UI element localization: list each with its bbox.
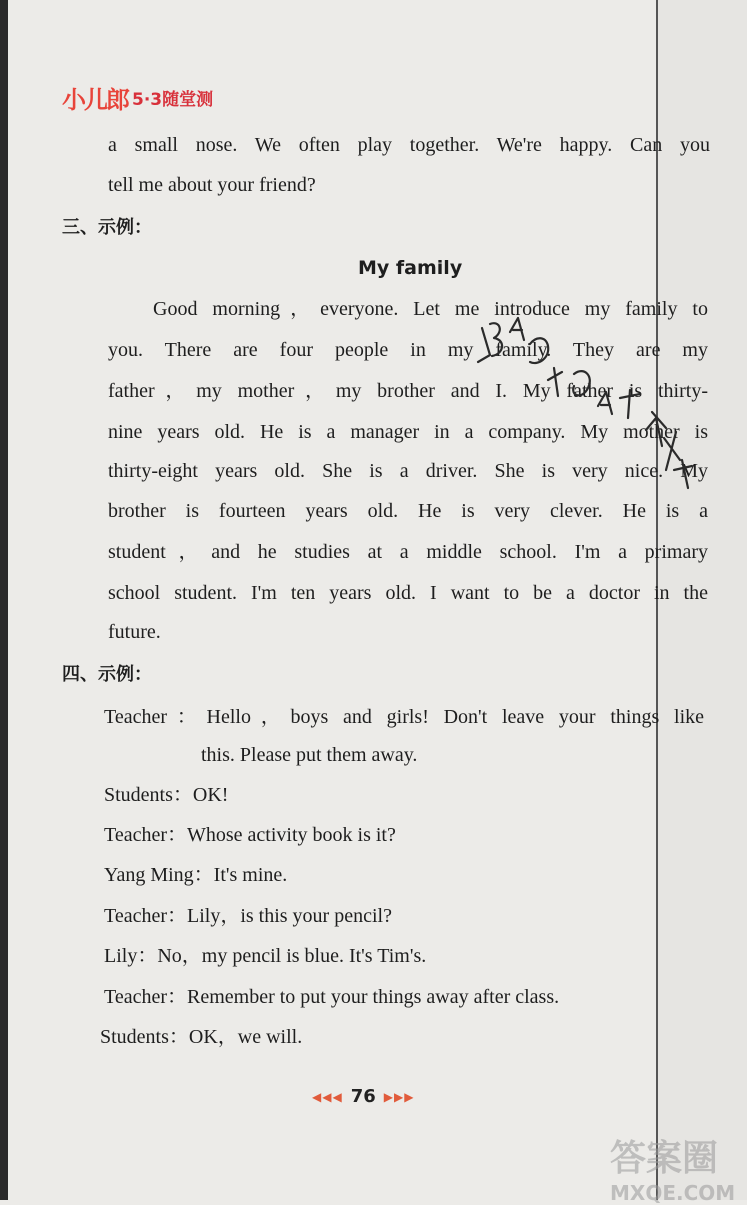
watermark-main: 答案圈 (610, 1138, 719, 1179)
section-3-heading: 三、示例： (62, 217, 152, 238)
essay-line-2: you. There are four people in my family. They are my (108, 339, 708, 361)
essay-line-9: future. (108, 621, 161, 643)
logo-series: 5·3随堂测 (132, 90, 214, 110)
dialogue-line-8: Teacher：Remember to put your things away after class. (104, 986, 560, 1008)
watermark-url: MXQE.COM (610, 1181, 736, 1205)
section-4-heading: 四、示例： (62, 664, 152, 685)
dialogue-line-9: Students：OK，we will. (100, 1026, 303, 1048)
essay-line-8: school student. I'm ten years old. I want to be a doctor in the (108, 582, 708, 604)
essay-line-7: student，and he studies at a middle school. I'm a primary (108, 541, 708, 563)
essay-line-5: thirty-eight years old. She is a driver. She is very nice. My (108, 460, 708, 482)
essay-title: My family (358, 257, 463, 279)
left-arrows-icon: ◀◀◀ (312, 1089, 343, 1104)
intro-line-1: a small nose. We often play together. We're happy. Can you (108, 134, 710, 156)
dialogue-line-3: Students：OK! (104, 784, 229, 806)
watermark (610, 1130, 735, 1205)
dialogue-line-1: Teacher：Hello，boys and girls! Don't leave your things like (104, 706, 704, 728)
page-binding-edge (0, 0, 8, 1200)
right-arrows-icon: ▶▶▶ (383, 1089, 415, 1104)
page-number-bar (312, 1086, 414, 1107)
dialogue-line-4: Teacher：Whose activity book is it? (104, 824, 396, 846)
essay-line-6: brother is fourteen years old. He is very clever. He is a (108, 500, 708, 522)
brand-logo (62, 80, 213, 115)
dialogue-line-7: Lily：No，my pencil is blue. It's Tim's. (104, 945, 427, 967)
dialogue-line-5: Yang Ming：It's mine. (104, 864, 288, 886)
essay-line-1: Good morning，everyone. Let me introduce my family to (153, 298, 708, 320)
essay-line-3: father，my mother，my brother and I. My father is thirty- (108, 380, 708, 402)
logo-brand: 小儿郎 (62, 86, 128, 114)
handwriting-scribble (470, 310, 700, 500)
essay-line-4: nine years old. He is a manager in a company. My mother is (108, 421, 708, 443)
dialogue-line-6: Teacher：Lily，is this your pencil? (104, 905, 392, 927)
dialogue-line-2: this. Please put them away. (201, 744, 418, 766)
page-number: 76 (350, 1086, 376, 1107)
intro-line-2: tell me about your friend? (108, 174, 316, 196)
